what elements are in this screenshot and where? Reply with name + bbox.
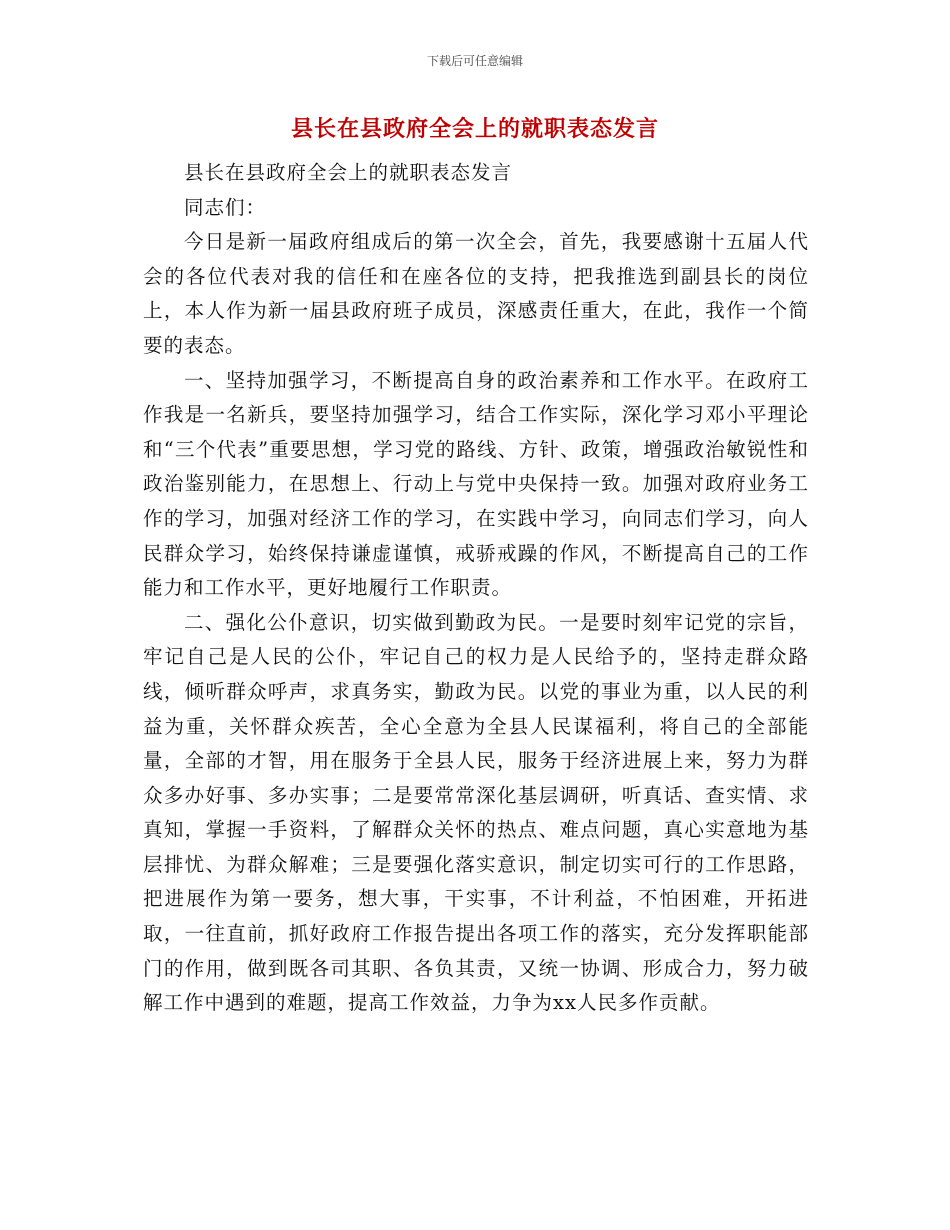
section-two-paragraph: 二、强化公仆意识，切实做到勤政为民。一是要时刻牢记党的宗旨，牢记自己是人民的公仆，牢记自己的权力是人民给予的，坚持走群众路线，倾听群众呼声，求真务实，勤政为民。以党的事业为重，以人民的利益为重，关怀群众疾苦，全心全意为全县人民谋福利，将自己的全部能量，全部的才智，用在服务于全县人民，服务于经济进展上来，努力为群众多办好事、多办实事；二是要常常深化基层调研，听真话、查实情、求真知，掌握一手资料，了解群众关怀的热点、难点问题，真心实意地为基层排忧、为群众解难；三是要强化落实意识，制定切实可行的工作思路，把进展作为第一要务，想大事，干实事，不计利益，不怕困难，开拓进取，一往直前，抓好政府工作报告提出各项工作的落实，充分发挥职能部门的作用，做到既各司其职、各负其责，又统一协调、形成合力，努力破解工作中遇到的难题，提高工作效益，力争为xx人民多作贡献。	[143, 610, 809, 1015]
intro-paragraph: 今日是新一届政府组成后的第一次全会，首先，我要感谢十五届人代会的各位代表对我的信任和在座各位的支持，把我推选到副县长的岗位上，本人作为新一届县政府班子成员，深感责任重大，在此，我作一个简要的表态。	[143, 230, 809, 357]
document-body	[143, 156, 809, 1021]
section-one-paragraph: 一、坚持加强学习，不断提高自身的政治素养和工作水平。在政府工作我是一名新兵，要坚持加强学习，结合工作实际，深化学习邓小平理论和“三个代表”重要思想，学习党的路线、方针、政策，增强政治敏锐性和政治鉴别能力，在思想上、行动上与党中央保持一致。加强对政府业务工作的学习，加强对经济工作的学习，在实践中学习，向同志们学习，向人民群众学习，始终保持谦虚谨慎，戒骄戒躁的作风，不断提高自己的工作能力和工作水平，更好地履行工作职责。	[143, 368, 809, 600]
page-header-note: 下载后可任意编辑	[426, 54, 523, 68]
subtitle-paragraph: 县长在县政府全会上的就职表态发言	[183, 161, 512, 184]
salutation-paragraph: 同志们：	[183, 195, 266, 219]
document-title: 县长在县政府全会上的就职表态发言	[290, 117, 659, 142]
